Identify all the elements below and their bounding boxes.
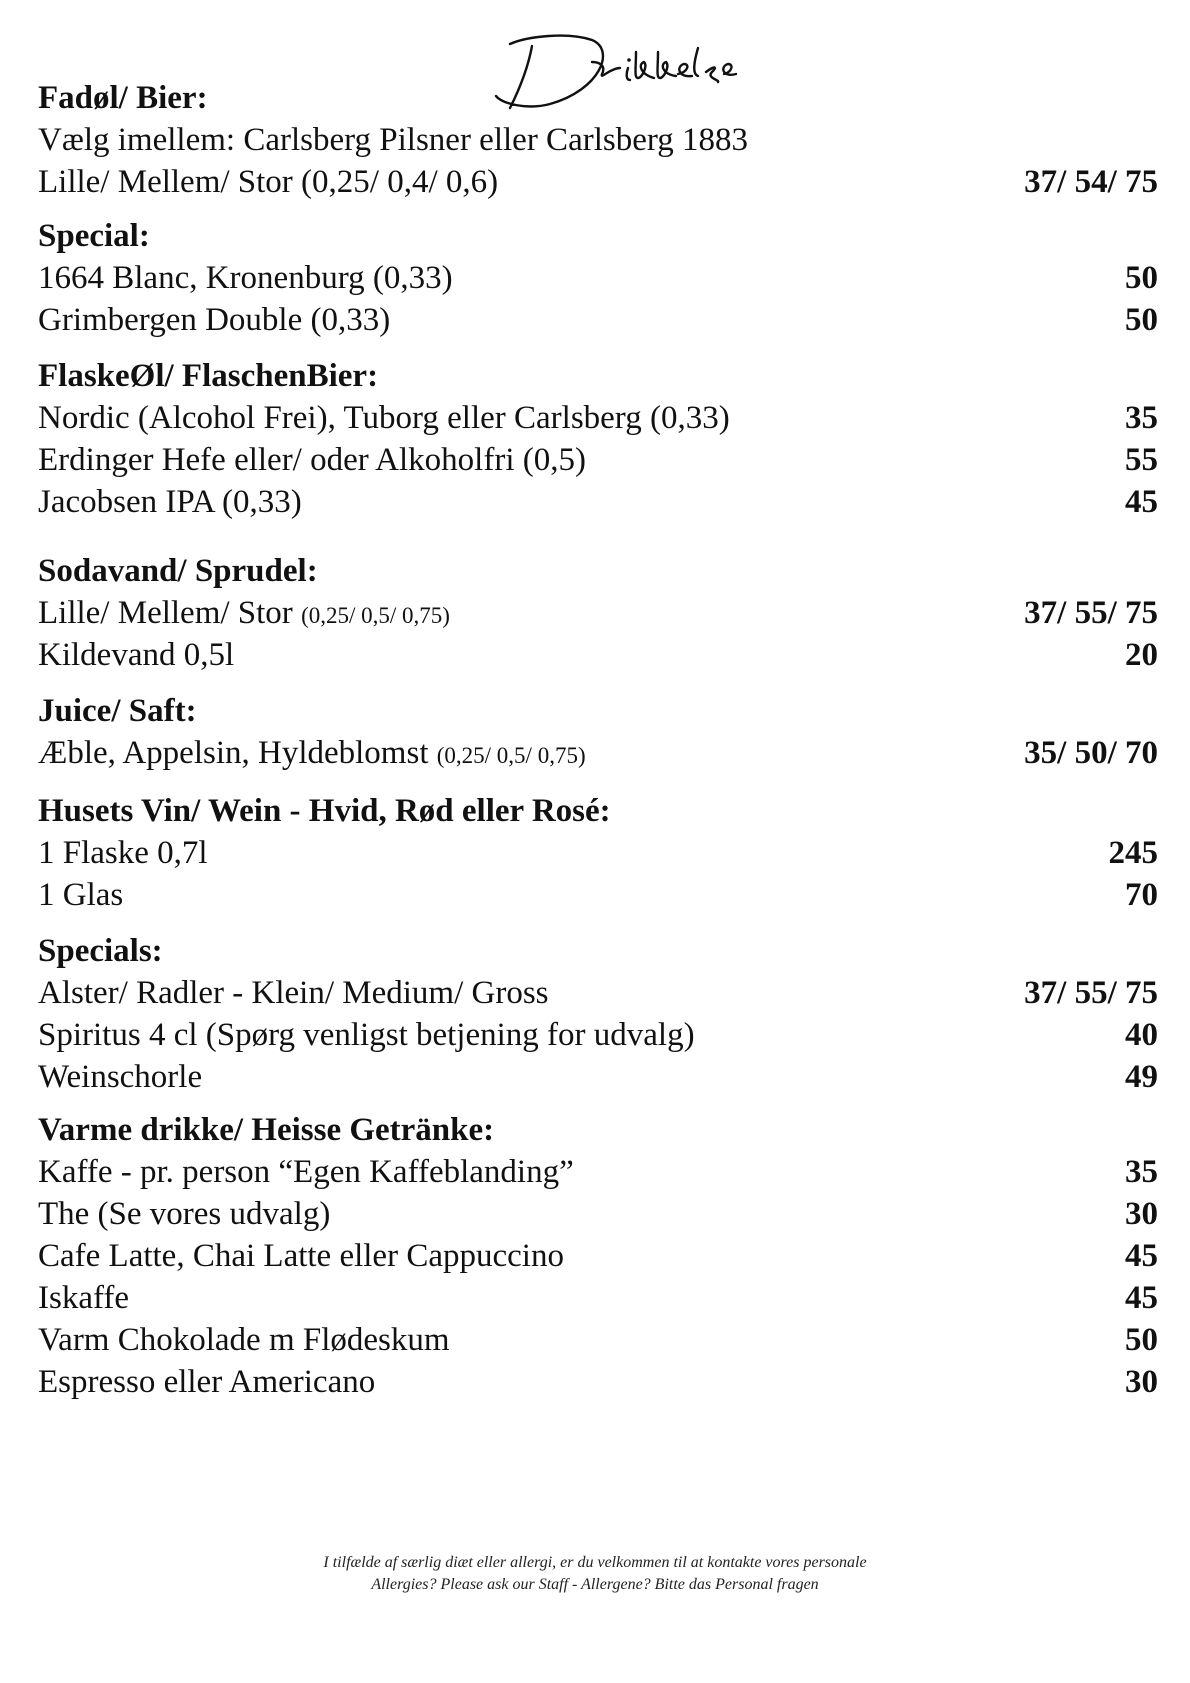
- item-name: 1664 Blanc, Kronenburg (0,33): [38, 260, 453, 296]
- item-name: 1 Flaske 0,7l: [38, 835, 208, 871]
- menu-item: [38, 1014, 1158, 1056]
- item-price: 40: [1125, 1017, 1158, 1053]
- item-name: Kildevand 0,5l: [38, 637, 235, 673]
- item-name: Kaffe - pr. person “Egen Kaffeblanding”: [38, 1154, 574, 1190]
- item-price: 45: [1125, 1238, 1158, 1274]
- menu-item: [38, 1319, 1158, 1361]
- section-heading: FlaskeØl/ FlaschenBier:: [38, 358, 379, 394]
- item-price: 35: [1125, 400, 1158, 436]
- menu-item: [38, 634, 1158, 676]
- menu-item: [38, 1277, 1158, 1319]
- item-name: Varm Chokolade m Flødeskum: [38, 1322, 450, 1358]
- item-name: Spiritus 4 cl (Spørg venligst betjening for udvalg): [38, 1017, 695, 1053]
- section-flaskeol: [38, 355, 1158, 523]
- item-name: Lille/ Mellem/ Stor (0,25/ 0,4/ 0,6): [38, 164, 499, 200]
- item-name: Iskaffe: [38, 1280, 130, 1316]
- menu-item: [38, 257, 1158, 299]
- section-juice: [38, 690, 1158, 774]
- item-name: Æble, Appelsin, Hyldeblomst: [38, 735, 437, 771]
- section-fadol: [38, 77, 1158, 203]
- item-name: Lille/ Mellem/ Stor: [38, 595, 302, 631]
- section-heading: Sodavand/ Sprudel:: [38, 553, 318, 589]
- item-price: 49: [1125, 1059, 1158, 1095]
- section-heading: Fadøl/ Bier:: [38, 80, 208, 116]
- section-heading: Husets Vin/ Wein - Hvid, Rød eller Rosé:: [38, 793, 611, 829]
- item-price: 50: [1125, 260, 1158, 296]
- menu-item: [38, 1056, 1158, 1098]
- item-name: Cafe Latte, Chai Latte eller Cappuccino: [38, 1238, 564, 1274]
- menu-item: [38, 119, 1158, 161]
- section-heading: Specials:: [38, 933, 163, 969]
- menu-item: [38, 732, 1158, 774]
- menu-item: [38, 1361, 1158, 1403]
- menu-item: [38, 1193, 1158, 1235]
- item-price: 30: [1125, 1196, 1158, 1232]
- item-price: 50: [1125, 1322, 1158, 1358]
- item-name: Jacobsen IPA (0,33): [38, 484, 302, 520]
- menu-item: [38, 161, 1158, 203]
- item-price: 45: [1125, 1280, 1158, 1316]
- section-heading: Special:: [38, 218, 150, 254]
- item-name: Nordic (Alcohol Frei), Tuborg eller Carlsberg (0,33): [38, 400, 730, 436]
- menu-item: [38, 874, 1158, 916]
- item-name: The (Se vores udvalg): [38, 1196, 331, 1232]
- menu-item: [38, 592, 1158, 634]
- menu-item: [38, 481, 1158, 523]
- section-heading: Varme drikke/ Heisse Getränke:: [38, 1112, 495, 1148]
- item-name: Weinschorle: [38, 1059, 203, 1095]
- section-varme-drikke: [38, 1109, 1158, 1403]
- item-price: 35: [1125, 1154, 1158, 1190]
- menu-item: [38, 1151, 1158, 1193]
- section-sodavand: [38, 550, 1158, 676]
- item-size: (0,25/ 0,5/ 0,75): [436, 743, 586, 768]
- item-name: 1 Glas: [38, 877, 124, 913]
- menu-item: [38, 439, 1158, 481]
- menu-item: [38, 397, 1158, 439]
- item-price: 70: [1125, 877, 1158, 913]
- section-specials: [38, 930, 1158, 1098]
- item-price: 50: [1125, 302, 1158, 338]
- item-name: Espresso eller Americano: [38, 1364, 376, 1400]
- item-price: 37/ 55/ 75: [1024, 975, 1158, 1011]
- item-name-wrapper: [38, 732, 586, 777]
- menu-item: [38, 299, 1158, 341]
- menu-item: [38, 832, 1158, 874]
- item-name: Erdinger Hefe eller/ oder Alkoholfri (0,5): [38, 442, 586, 478]
- section-husets-vin: [38, 790, 1158, 916]
- item-name: Alster/ Radler - Klein/ Medium/ Gross: [38, 975, 549, 1011]
- section-special: [38, 215, 1158, 341]
- allergy-note: [0, 1552, 1190, 1596]
- item-name: Grimbergen Double (0,33): [38, 302, 391, 338]
- menu-item: [38, 1235, 1158, 1277]
- item-name: Vælg imellem: Carlsberg Pilsner eller Carlsberg 1883: [38, 122, 748, 158]
- section-heading: Juice/ Saft:: [38, 693, 197, 729]
- item-price: 35/ 50/ 70: [1024, 735, 1158, 771]
- allergy-note-line-2: Allergies? Please ask our Staff - Allergene? Bitte das Personal fragen: [371, 1576, 819, 1593]
- item-name-wrapper: [38, 592, 450, 637]
- item-price: 37/ 54/ 75: [1024, 164, 1158, 200]
- item-price: 37/ 55/ 75: [1024, 595, 1158, 631]
- item-price: 30: [1125, 1364, 1158, 1400]
- allergy-note-line-1: I tilfælde af særlig diæt eller allergi, er du velkommen til at kontakte vores personale: [323, 1554, 867, 1571]
- item-size: (0,25/ 0,5/ 0,75): [301, 603, 450, 628]
- menu-item: [38, 972, 1158, 1014]
- item-price: 55: [1125, 442, 1158, 478]
- item-price: 45: [1125, 484, 1158, 520]
- item-price: 20: [1125, 637, 1158, 673]
- item-price: 245: [1108, 835, 1158, 871]
